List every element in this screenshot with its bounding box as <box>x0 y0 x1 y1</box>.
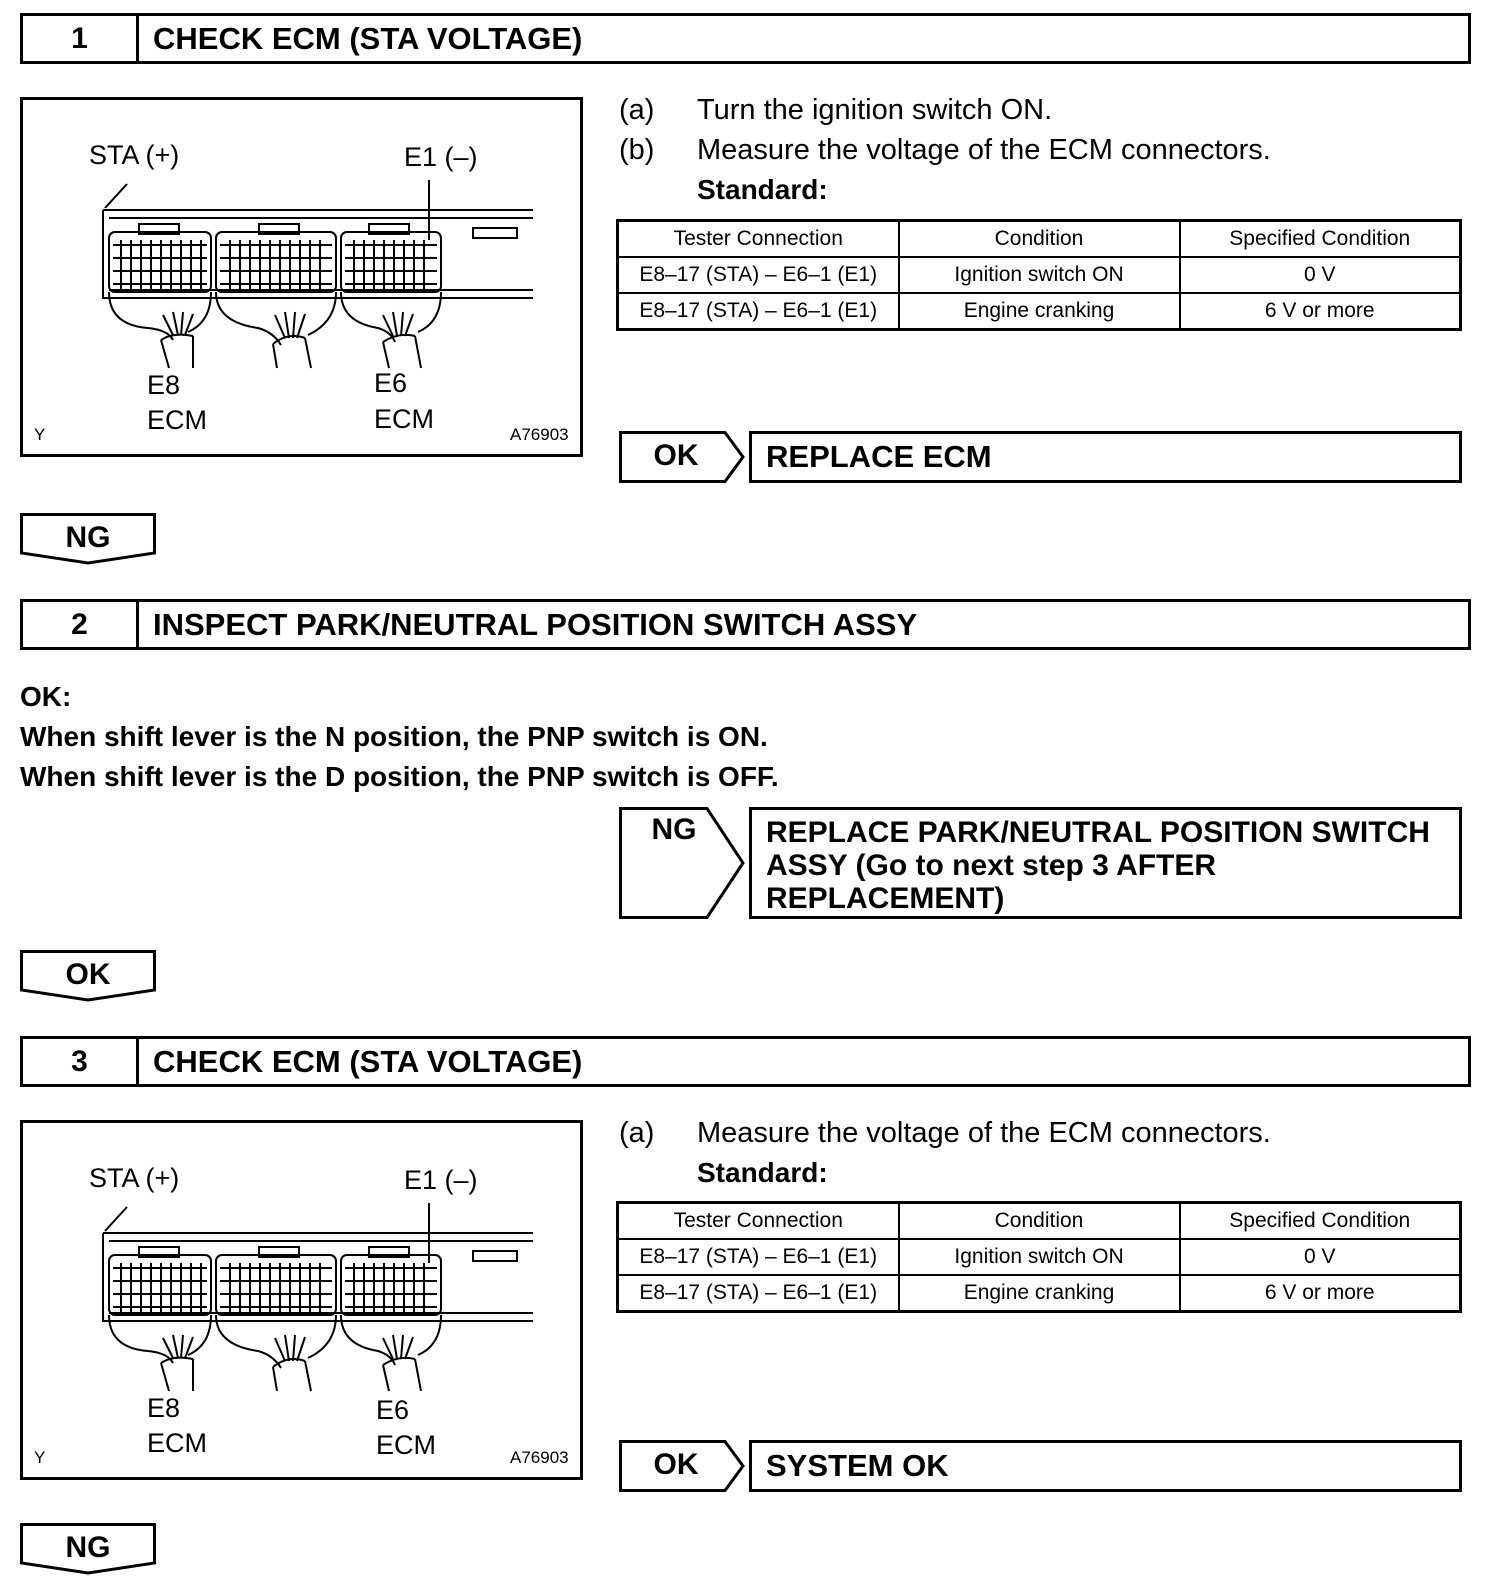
ng-result-arrow <box>619 807 745 919</box>
table-cell: Ignition switch ON <box>899 1239 1180 1275</box>
table-cell: Engine cranking <box>899 293 1180 330</box>
table-cell: E8–17 (STA) – E6–1 (E1) <box>618 257 899 293</box>
table-header-row <box>618 221 1461 258</box>
column-header: Specified Condition <box>1180 221 1461 258</box>
step-1-header <box>20 13 1471 64</box>
sta-label: STA (+) <box>89 1163 180 1193</box>
replace-pnp-switch-box <box>749 807 1462 919</box>
figure-code: A76903 <box>510 1448 569 1467</box>
column-header: Tester Connection <box>618 221 899 258</box>
ok-result-arrow <box>619 431 745 483</box>
instruction-marker: (a) <box>619 94 655 126</box>
instruction-text: Turn the ignition switch ON. <box>697 94 1053 126</box>
ecm-connector-figure <box>20 1120 583 1480</box>
ecm-connector-figure <box>20 97 583 457</box>
ok-label: OK <box>653 439 699 472</box>
ok-heading: OK: <box>20 681 72 712</box>
ok-criteria <box>20 677 779 797</box>
table-cell: 6 V or more <box>1180 1275 1461 1312</box>
table-cell: 0 V <box>1180 1239 1461 1275</box>
ng-label: NG <box>65 1531 111 1564</box>
table-header-row <box>618 1203 1461 1240</box>
e6-label: E6 <box>374 368 408 398</box>
system-ok-box: SYSTEM OK <box>749 1440 1462 1492</box>
ng-down-arrow <box>20 1523 156 1575</box>
column-header: Condition <box>899 221 1180 258</box>
step-3-header <box>20 1036 1471 1087</box>
e1-label: E1 (–) <box>404 142 478 172</box>
e6-ecm-label: ECM <box>376 1430 436 1460</box>
ok-criteria-line: When shift lever is the N position, the PNP switch is ON. <box>20 721 768 752</box>
table-row <box>618 1239 1461 1275</box>
step-title: CHECK ECM (STA VOLTAGE) <box>153 1043 583 1079</box>
result-line: ASSY (Go to next step 3 AFTER <box>766 849 1217 882</box>
ok-label: OK <box>653 1448 699 1481</box>
step-number: 2 <box>23 602 139 647</box>
table-row <box>618 293 1461 330</box>
ng-label: NG <box>65 521 111 554</box>
sta-label: STA (+) <box>89 140 180 170</box>
step-2-header <box>20 599 1471 650</box>
result-line: REPLACEMENT) <box>766 882 1005 915</box>
table-cell: E8–17 (STA) – E6–1 (E1) <box>618 293 899 330</box>
step-title: CHECK ECM (STA VOLTAGE) <box>153 20 583 56</box>
step-title: INSPECT PARK/NEUTRAL POSITION SWITCH ASSY <box>153 606 918 642</box>
instruction-text: Measure the voltage of the ECM connectors. <box>697 1117 1271 1149</box>
instruction-marker: (b) <box>619 134 655 166</box>
result-line: REPLACE PARK/NEUTRAL POSITION SWITCH <box>766 816 1430 849</box>
column-header: Condition <box>899 1203 1180 1240</box>
y-mark: Y <box>34 1448 46 1467</box>
replace-ecm-box: REPLACE ECM <box>749 431 1462 483</box>
standard-label: Standard: <box>697 1157 828 1188</box>
column-header: Specified Condition <box>1180 1203 1461 1240</box>
ok-result-arrow <box>619 1440 745 1492</box>
e6-label: E6 <box>376 1395 410 1425</box>
table-row <box>618 257 1461 293</box>
ng-label: NG <box>651 813 697 846</box>
table-cell: E8–17 (STA) – E6–1 (E1) <box>618 1239 899 1275</box>
standard-label: Standard: <box>697 174 828 205</box>
e8-label: E8 <box>147 370 181 400</box>
e8-ecm-label: ECM <box>147 405 207 435</box>
ok-label: OK <box>65 958 111 991</box>
column-header: Tester Connection <box>618 1203 899 1240</box>
ok-criteria-line: When shift lever is the D position, the PNP switch is OFF. <box>20 761 779 792</box>
table-cell: E8–17 (STA) – E6–1 (E1) <box>618 1275 899 1312</box>
e1-label: E1 (–) <box>404 1165 478 1195</box>
instruction-text: Measure the voltage of the ECM connectors. <box>697 134 1271 166</box>
ok-down-arrow <box>20 950 156 1002</box>
spec-table <box>616 1201 1462 1313</box>
e8-ecm-label: ECM <box>147 1428 207 1458</box>
step-number: 3 <box>23 1039 139 1084</box>
instruction-marker: (a) <box>619 1117 655 1149</box>
e6-ecm-label: ECM <box>374 404 434 434</box>
table-cell: 0 V <box>1180 257 1461 293</box>
table-cell: Ignition switch ON <box>899 257 1180 293</box>
table-cell: 6 V or more <box>1180 293 1461 330</box>
ng-down-arrow <box>20 513 156 565</box>
step-number: 1 <box>23 16 139 61</box>
y-mark: Y <box>34 425 46 444</box>
figure-code: A76903 <box>510 425 569 444</box>
spec-table <box>616 219 1462 331</box>
table-cell: Engine cranking <box>899 1275 1180 1312</box>
table-row <box>618 1275 1461 1312</box>
e8-label: E8 <box>147 1393 181 1423</box>
